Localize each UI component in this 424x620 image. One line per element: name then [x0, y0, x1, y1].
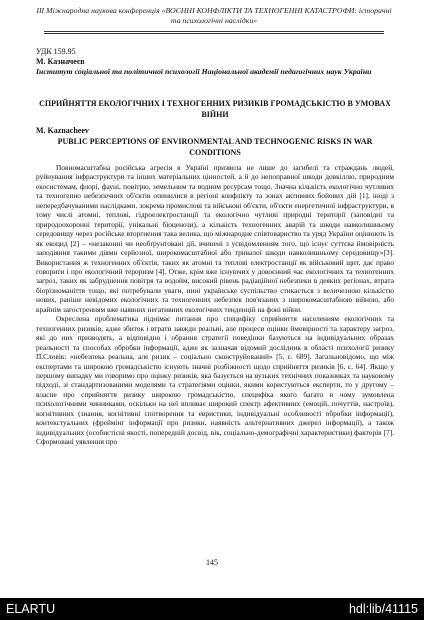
affiliation: Інститут соціальної та політичної психології Національної академії педагогічних наук України: [36, 67, 372, 76]
conference-header: III Міжнародна наукова конференція «ВОЄННІ КОНФЛІКТИ ТА ТЕХНОГЕННІ КАТАСТРОФИ: історичні та психологічні наслідки»: [36, 6, 392, 25]
repository-footer: [0, 598, 424, 620]
author-ua: М. Казначеєв: [36, 57, 85, 66]
footer-repository-name: ELARTU: [6, 602, 56, 616]
paragraph-1: Повномасштабна російська агресія в Україні призвела не лише до загибелі та страждань людей, руйнування інфраструктури та інших матеріальних цінностей, а й до непоправної шкоди довкіллю, природним екосистемам, флорі, фауні, повітрю, земельним та водним ресурсам тощо. Значна кількість екологічно чутливих та техногенно небезпечних об'єктів опинилися в регіоні конфлікту та зонах активних бойових дій [1], іноді з непередбачуваними наслідками, зокрема промислові та військові об'єкти, об'єкти енергетичної інфраструктури, в тому числі атомні, теплові, гідроелектростанції та екологічно чутливі природні території (заповідні та природоохоронні території, унікальні біоценози), а кількість техногенних аварій та шкоди навколишньому середовищу через російське вторгнення така велика, що міжнародне співтовариство та уряд України оцінюють їх як екоцид [2] – «незаконні чи необґрунтовані дії, вчинені з усвідомленням того, що існує суттєва ймовірність заподіяння такими діями серйозної, широкомасштабної або тривалої шкоди навколишньому середовищу»[3]. Використання ж техногенних об'єктів, таких як атомні та теплові електростанції як військовий щит, дає право говорити і про екологічний тероризм [4]. Отже, крім вже існуючих у довоєнний час екологічних та техногенних загроз, таких як забруднення повітря та водойм, високий рівень радіаційної небезпеки в деяких регіонах, втрата біорізноманіття тощо, які потребували уваги, нині українське суспільство стикається з величезною кількістю нових, раніше невідомих екологічних та техногенних небезпек пов'язаних з широкомасштабною війною, або крайнім загостренням вже наявних негативних екологічних тенденцій на фоні війни.: [36, 163, 394, 314]
paragraph-2: Окреслена проблематика піднімає питання про специфіку сприйняття населенням екологічних та техногенних ризиків, адже збиток і втрати завжди реальні, але процеси оцінки ймовірності та характеру загроз, які до них призводять, а відповідно і обрання стратегії поведінки базуються на індивідуальних образах реальності та способах обробки інформації, адже як зазначав відомий дослідник в області психології ризику П.Словік: «небезпека реальна, але ризик – соціально сконструйований» [5, с. 689]. Загальновідомо, що між експертами та широкою громадськістю існують значні розбіжності щодо сприйняття ризиків [6, с. 64]. Якщо у першому випадку ми говоримо про оцінку ризиків, яка базується на вузьких технічних показниках та науковому підході, зі стандартизованими моделями та стратегіями оцінки, якими користуються експерти, то у другому – власне про сприйняття ризику широкою громадськістю, специфіка якого багато в чому зумовлена психологічними чинниками, оскільки на неї впливає широкий спектр афективних (емоцій, почуттів, настроїв), когнітивних (знання, когнітивні спотворення та евристики, індивідуальні особливості обробки інформації), контекстуальних (фреймінг інформації про ризики, наявність альтернативних джерел інформації), а також індивідуальних (особистісні якості, попередній досвід, вік, соціально-демографічні характеристики) факторів [7]. Сформовані уявлення про: [36, 314, 394, 447]
footer-handle-link[interactable]: hdl:lib/41115: [348, 602, 418, 616]
udk-code: УДК 159.95: [36, 47, 76, 56]
title-ua: СПРИЙНЯТТЯ ЕКОЛОГІЧНИХ І ТЕХНОГЕННИХ РИЗИКІВ ГРОМАДСЬКІСТЮ В УМОВАХ ВІЙНИ: [39, 99, 391, 119]
author-en: M. Kaznacheev: [36, 126, 89, 135]
title-en: PUBLIC PERCEPTIONS OF ENVIRONMENTAL AND TECHNOGENIC RISKS IN WAR CONDITIONS: [57, 137, 373, 157]
header-rule-top: [44, 31, 384, 32]
body-text: [36, 163, 394, 447]
header-rule-bottom: [44, 33, 384, 34]
page-number: 145: [206, 558, 218, 567]
